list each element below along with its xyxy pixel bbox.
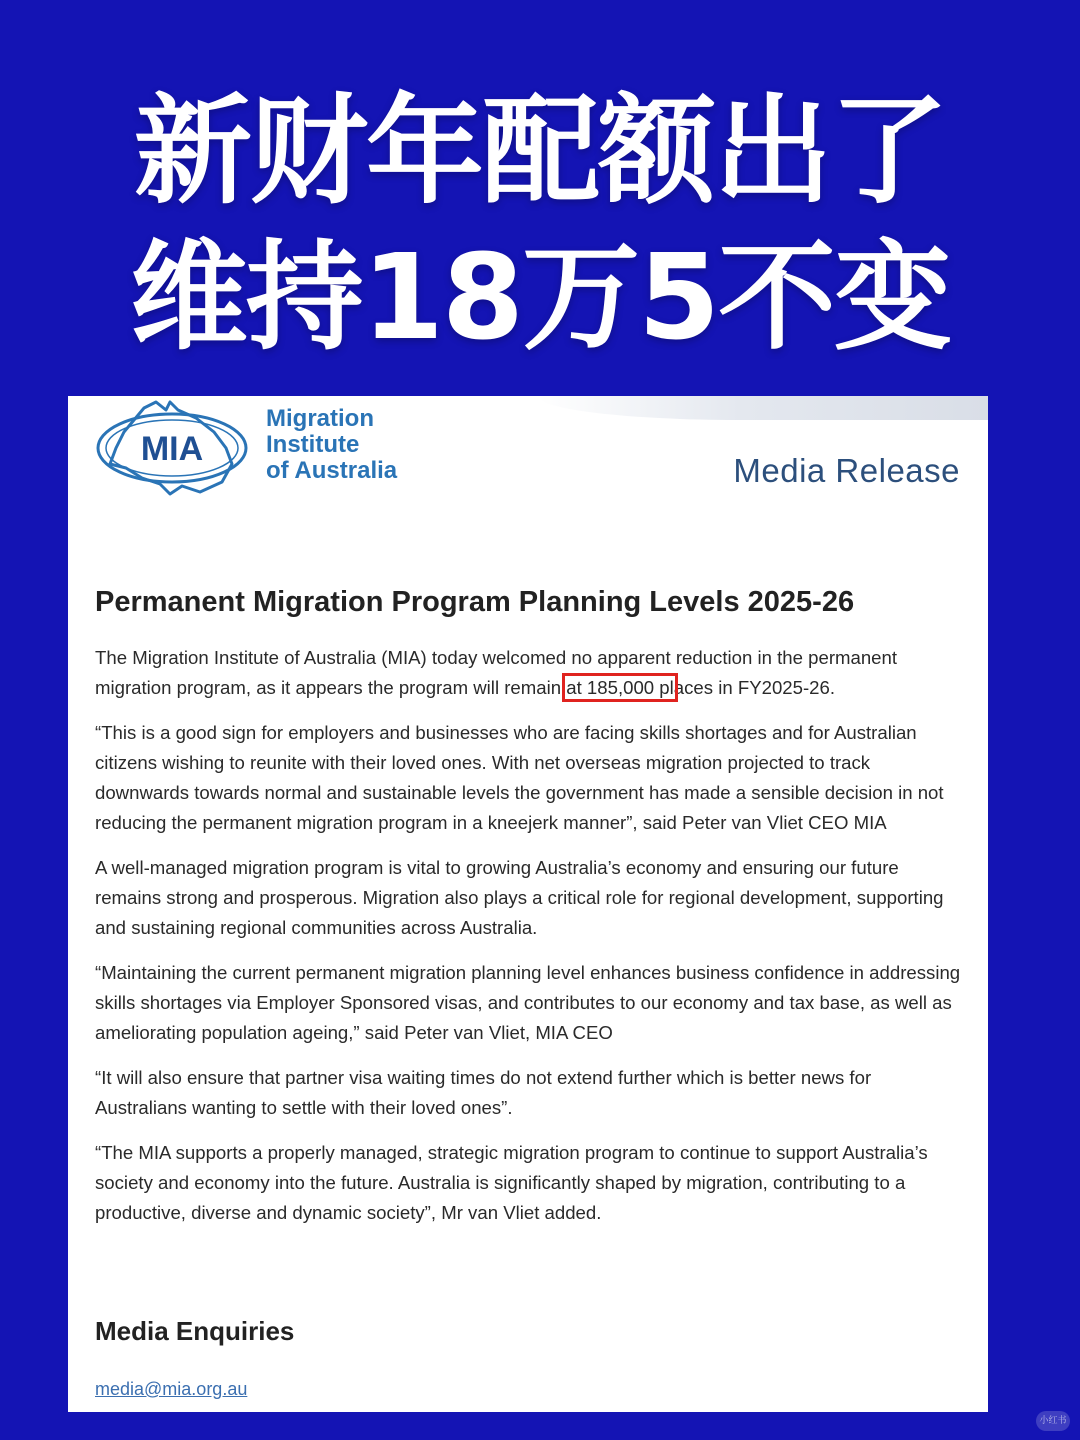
media-release-document <box>68 396 988 1412</box>
org-name-line-2: Institute <box>266 431 360 458</box>
media-enquiries-heading: Media Enquiries <box>95 1316 295 1346</box>
header-decorative-band <box>538 396 988 420</box>
org-name-line-3: of Australia <box>266 457 398 484</box>
headline-line-2: 维持18万5不变 <box>129 228 951 366</box>
highlighted-quota-figure: at 185,000 pl <box>566 677 674 698</box>
org-name-line-1: Migration <box>266 405 374 432</box>
document-body <box>95 643 965 1243</box>
media-release-label: Media Release <box>733 452 960 489</box>
paragraph-5: “It will also ensure that partner visa waiting times do not extend further which is better news for Australians wanting to settle with their loved ones”. <box>95 1067 872 1118</box>
platform-watermark: 小红书 <box>1036 1411 1070 1431</box>
organization-name <box>266 406 397 484</box>
paragraph-1 <box>95 643 965 703</box>
paragraph-2: “This is a good sign for employers and businesses who are facing skills shortages and for Australian citizens wishing to reunite with their loved ones. With net overseas migration projected to track downwards towards normal and sustainable levels the government has made a sensible decision in not reducing the permanent migration program in a kneejerk manner”, said Peter van Vliet CEO MIA <box>95 722 944 833</box>
paragraph-1-before: The Migration Institute of Australia (MIA) today welcomed no apparent reduction in the permanent migration program, as it appears the program will remain <box>95 647 898 698</box>
paragraph-3: A well-managed migration program is vital to growing Australia’s economy and ensuring our future remains strong and prosperous. Migration also plays a critical role for regional development, supporting and sustaining regional communities across Australia. <box>95 857 944 938</box>
paragraph-6: “The MIA supports a properly managed, strategic migration program to continue to support Australia’s society and economy into the future. Australia is significantly shaped by migration, contributing to a productive, diverse and dynamic society”, Mr van Vliet added. <box>95 1142 928 1223</box>
paragraph-1-after: aces in FY2025-26. <box>673 677 836 698</box>
document-title: Permanent Migration Program Planning Levels 2025-26 <box>95 586 855 618</box>
paragraph-4: “Maintaining the current permanent migration planning level enhances business confidence in addressing skills shortages via Employer Sponsored visas, and contributes to our economy and tax base, as well as ameliorating population ageing,” said Peter van Vliet, MIA CEO <box>95 962 961 1043</box>
logo-text: MIA <box>140 430 204 468</box>
headline-line-1: 新财年配额出了 <box>133 82 946 220</box>
media-email-link[interactable]: media@mia.org.au <box>95 1379 248 1399</box>
mia-logo <box>86 398 258 498</box>
